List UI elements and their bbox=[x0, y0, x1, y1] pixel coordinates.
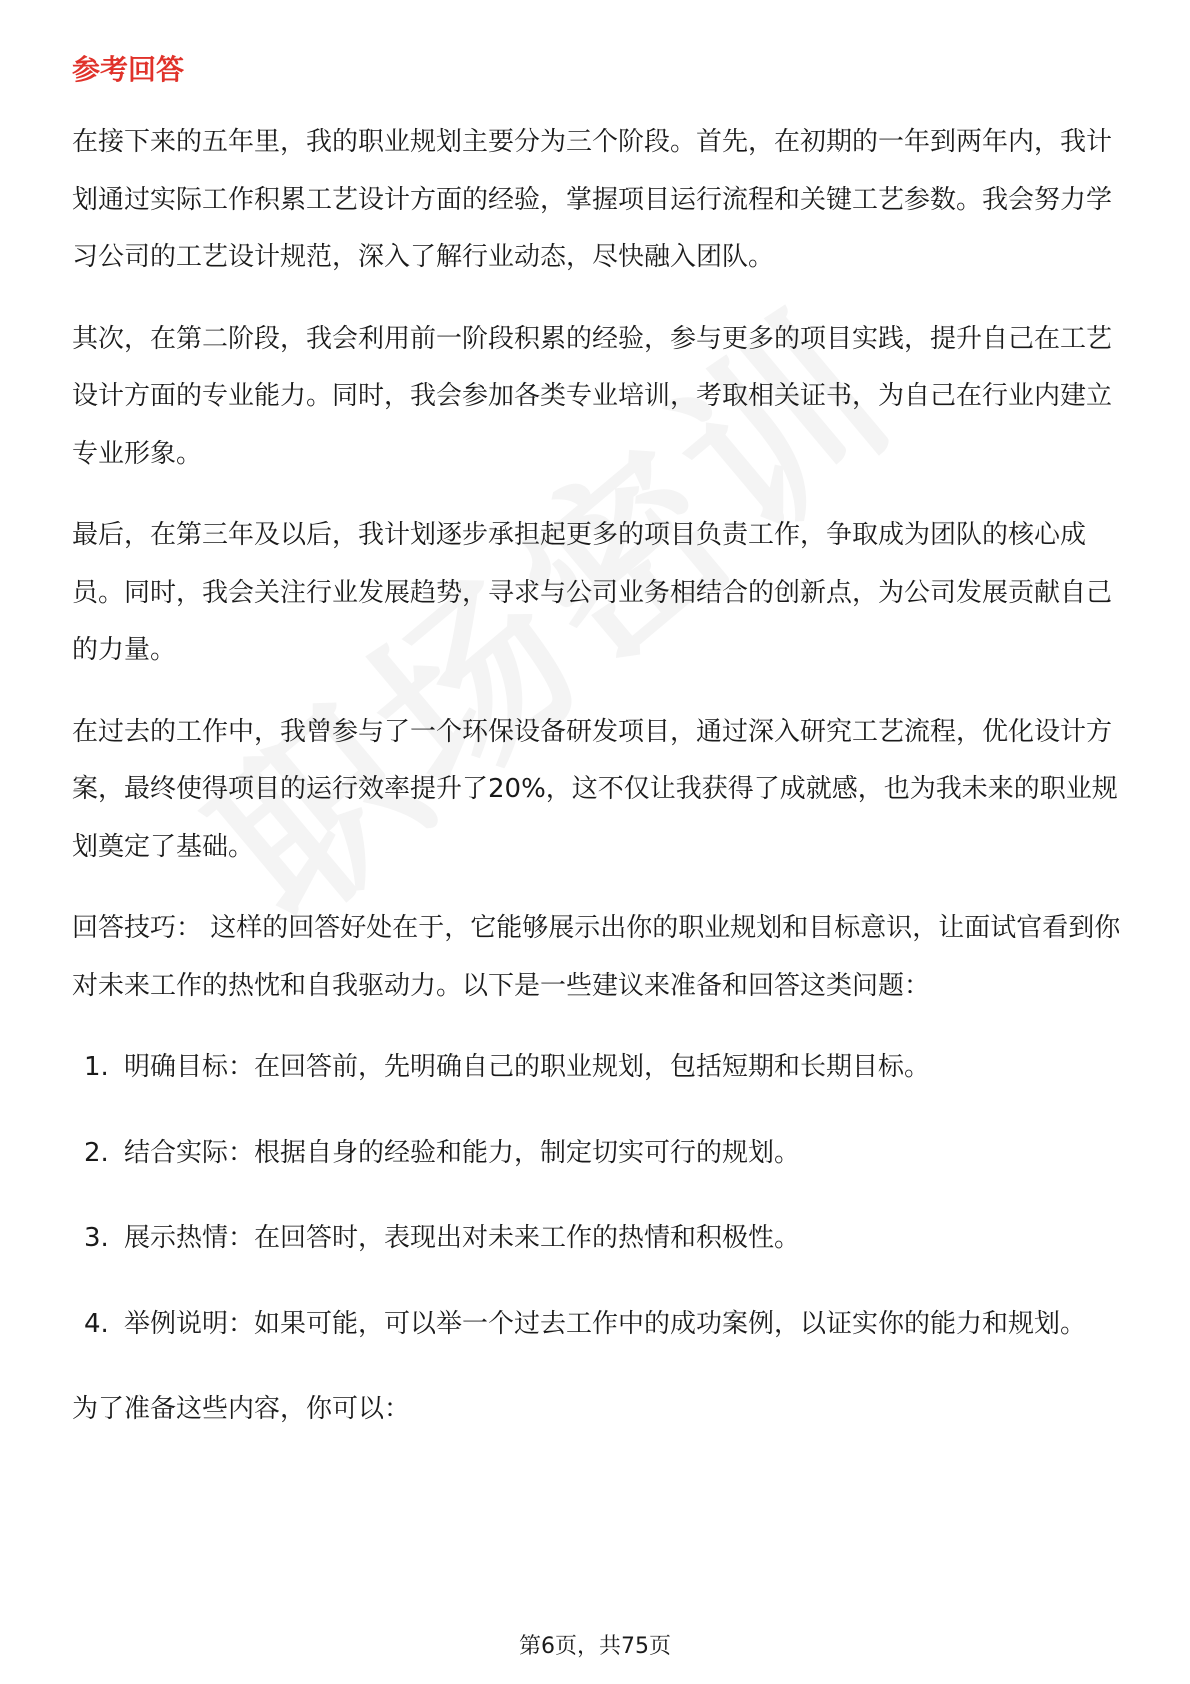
list-number: 2. bbox=[84, 1137, 109, 1168]
list-text: 展示热情：在回答时，表现出对未来工作的热情和积极性。 bbox=[124, 1223, 801, 1253]
list-item bbox=[72, 1210, 1132, 1268]
paragraph-closing: 为了准备这些内容，你可以： bbox=[72, 1394, 411, 1424]
list-number: 1. bbox=[84, 1052, 109, 1082]
list-text: 结合实际：根据自身的经验和能力，制定切实可行的规划。 bbox=[124, 1137, 801, 1168]
list-text: 举例说明：如果可能，可以举一个过去工作中的成功案例，以证实你的能力和规划。 bbox=[124, 1308, 1087, 1339]
paragraph-plan-overview: 在接下来的五年里，我的职业规划主要分为三个阶段。首先，在初期的一年到两年内，我计划通过实际工作积累工艺设计方面的经验，掌握项目运行流程和关键工艺参数。我会努力学习公司的工艺设计规范，深入了解行业动态，尽快融入团队。 bbox=[72, 127, 1113, 272]
section-heading: 参考回答 bbox=[72, 53, 185, 86]
list-item bbox=[72, 1039, 1132, 1097]
list-number: 4. bbox=[84, 1308, 109, 1339]
list-text: 明确目标：在回答前，先明确自己的职业规划，包括短期和长期目标。 bbox=[124, 1052, 931, 1082]
document-body bbox=[72, 50, 1132, 1463]
paragraph-stage-two: 其次，在第二阶段，我会利用前一阶段积累的经验，参与更多的项目实践，提升自己在工艺设计方面的专业能力。同时，我会参加各类专业培训，考取相关证书，为自己在行业内建立专业形象。 bbox=[72, 323, 1113, 469]
paragraph-answer-tips: 回答技巧： 这样的回答好处在于，它能够展示出你的职业规划和目标意识，让面试官看到你对未来工作的热忱和自我驱动力。以下是一些建议来准备和回答这类问题： bbox=[72, 913, 1121, 1001]
paragraph-stage-three: 最后，在第三年及以后，我计划逐步承担起更多的项目负责工作，争取成为团队的核心成员。同时，我会关注行业发展趋势，寻求与公司业务相结合的创新点，为公司发展贡献自己的力量。 bbox=[72, 520, 1113, 665]
list-number: 3. bbox=[84, 1223, 109, 1253]
list-item bbox=[72, 1125, 1132, 1183]
page-footer: 第6页，共75页 bbox=[519, 1634, 671, 1659]
list-item bbox=[72, 1296, 1132, 1354]
tips-list bbox=[72, 1039, 1132, 1353]
paragraph-past-example: 在过去的工作中，我曾参与了一个环保设备研发项目，通过深入研究工艺流程，优化设计方案，最终使得项目的运行效率提升了20%，这不仅让我获得了成就感，也为我未来的职业规划奠定了基础。 bbox=[72, 716, 1118, 862]
